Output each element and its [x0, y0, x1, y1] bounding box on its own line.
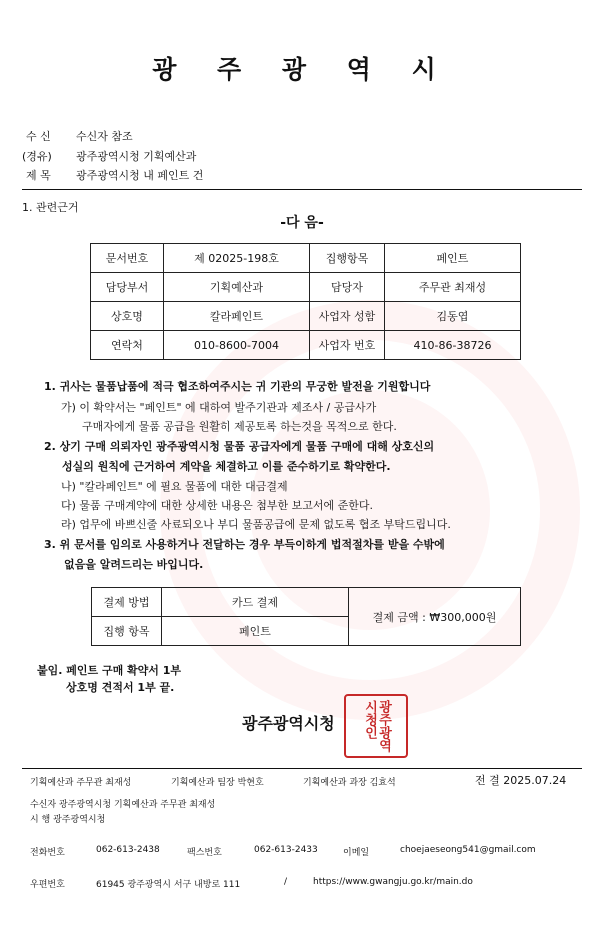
execution-item-value: 페인트 — [162, 617, 349, 646]
address-value: 61945 광주광역시 서구 내방로 111 — [96, 880, 241, 890]
table-cell: 담당자 — [310, 273, 385, 302]
item-2-line1: 2. 상기 구매 의뢰자인 광주광역시청 물품 공급자에게 물품 구매에 대해 상호신의 — [44, 440, 435, 453]
phone-label: 전화번호 — [30, 848, 65, 858]
item-2d: 라) 업무에 바쁘신줄 사료되오나 부디 물품공급에 문제 없도록 협조 부탁드립니다. — [61, 518, 451, 531]
item-1a-line1: 가) 이 확약서는 "페인트" 에 대하여 발주기관과 제조사 / 공급사가 — [61, 401, 377, 414]
execution-item-label: 집행 항목 — [92, 617, 162, 646]
subject-row — [26, 167, 426, 181]
payment-amount: 결제 금액 : ₩300,000원 — [349, 588, 521, 646]
via-value: 광주광역시청 기획예산과 — [76, 150, 197, 163]
table-cell: 010-8600-7004 — [164, 331, 310, 360]
attachment-line1: 붙임. 페인트 구매 확약서 1부 — [37, 664, 182, 677]
item-1a-line2: 구매자에게 물품 공급을 원활히 제공토록 하는것을 목적으로 한다. — [82, 420, 397, 433]
subject-value: 광주광역시청 내 페인트 건 — [76, 169, 204, 182]
table-cell: 문서번호 — [91, 244, 164, 273]
subject-label: 제 목 — [26, 169, 51, 182]
recipient-label: 수 신 — [26, 130, 51, 143]
divider-top — [22, 189, 582, 190]
table-cell: 상호명 — [91, 302, 164, 331]
official-seal-stamp: 광주광역시청인 — [344, 694, 408, 758]
table-cell: 담당부서 — [91, 273, 164, 302]
cooperation-line: 수신자 광주광역시청 기획예산과 주무관 최재성 — [30, 800, 216, 810]
item-2c: 다) 물품 구매계약에 대한 상세한 내용은 첨부한 보고서에 준한다. — [61, 499, 374, 512]
table-cell: 집행항목 — [310, 244, 385, 273]
staff-2: 기획예산과 팀장 박현호 — [171, 778, 264, 788]
section-heading: 1. 관련근거 — [22, 201, 79, 214]
attachment-line2: 상호명 견적서 1부 끝. — [66, 681, 175, 694]
table-row — [91, 331, 521, 360]
staff-1: 기획예산과 주무관 최재성 — [30, 778, 132, 788]
table-cell: 페인트 — [385, 244, 521, 273]
table-row — [91, 302, 521, 331]
table-row — [91, 273, 521, 302]
table-cell: 사업자 성함 — [310, 302, 385, 331]
subheading: -다 음- — [280, 215, 324, 231]
table-row — [91, 244, 521, 273]
document-title: 광 주 광 역 시 — [152, 55, 452, 84]
divider-footer — [22, 768, 582, 769]
table-cell: 연락처 — [91, 331, 164, 360]
table-cell: 김동엽 — [385, 302, 521, 331]
table-cell: 칼라페인트 — [164, 302, 310, 331]
agency-name: 광주광역시청 — [242, 714, 335, 733]
staff-3: 기획예산과 과장 김효석 — [303, 778, 396, 788]
item-3-line1: 3. 위 문서를 임의로 사용하거나 전달하는 경우 부득이하게 법적절차를 받을 수밖에 — [44, 538, 445, 551]
table-cell: 사업자 번호 — [310, 331, 385, 360]
item-2b: 나) "칼라페인트" 에 필요 물품에 대한 대금결제 — [61, 480, 288, 493]
phone-value: 062-613-2438 — [96, 845, 160, 855]
payment-method-value: 카드 결제 — [162, 588, 349, 617]
table-cell: 기획예산과 — [164, 273, 310, 302]
email-value[interactable]: choejaeseong541@gmail.com — [400, 845, 536, 855]
recipient-row — [26, 128, 426, 142]
postal-label: 우편번호 — [30, 880, 65, 890]
item-1: 1. 귀사는 물품납품에 적극 협조하여주시는 귀 기관의 무궁한 발전을 기원합니다 — [44, 380, 431, 393]
website-link[interactable]: https://www.gwangju.go.kr/main.do — [313, 877, 473, 887]
table-cell: 410-86-38726 — [385, 331, 521, 360]
table-cell: 제 02025-198호 — [164, 244, 310, 273]
email-label: 이메일 — [343, 848, 370, 858]
via-label: (경유) — [22, 150, 52, 163]
table-row — [92, 588, 521, 617]
recipient-value: 수신자 참조 — [76, 130, 133, 143]
info-table — [90, 243, 521, 360]
table-cell: 주무관 최재성 — [385, 273, 521, 302]
fax-value: 062-613-2433 — [254, 845, 318, 855]
item-2-line2: 성실의 원칙에 근거하여 계약을 체결하고 이를 준수하기로 확약한다. — [62, 460, 391, 473]
payment-method-label: 결제 방법 — [92, 588, 162, 617]
item-3-line2: 없음을 알려드리는 바입니다. — [64, 558, 204, 571]
separator: / — [284, 877, 288, 887]
enforcement-line: 시 행 광주광역시청 — [30, 815, 106, 825]
via-row — [22, 148, 422, 162]
fax-label: 팩스번호 — [187, 848, 222, 858]
approval-date: 전 결 2025.07.24 — [475, 774, 567, 787]
payment-table — [91, 587, 521, 646]
